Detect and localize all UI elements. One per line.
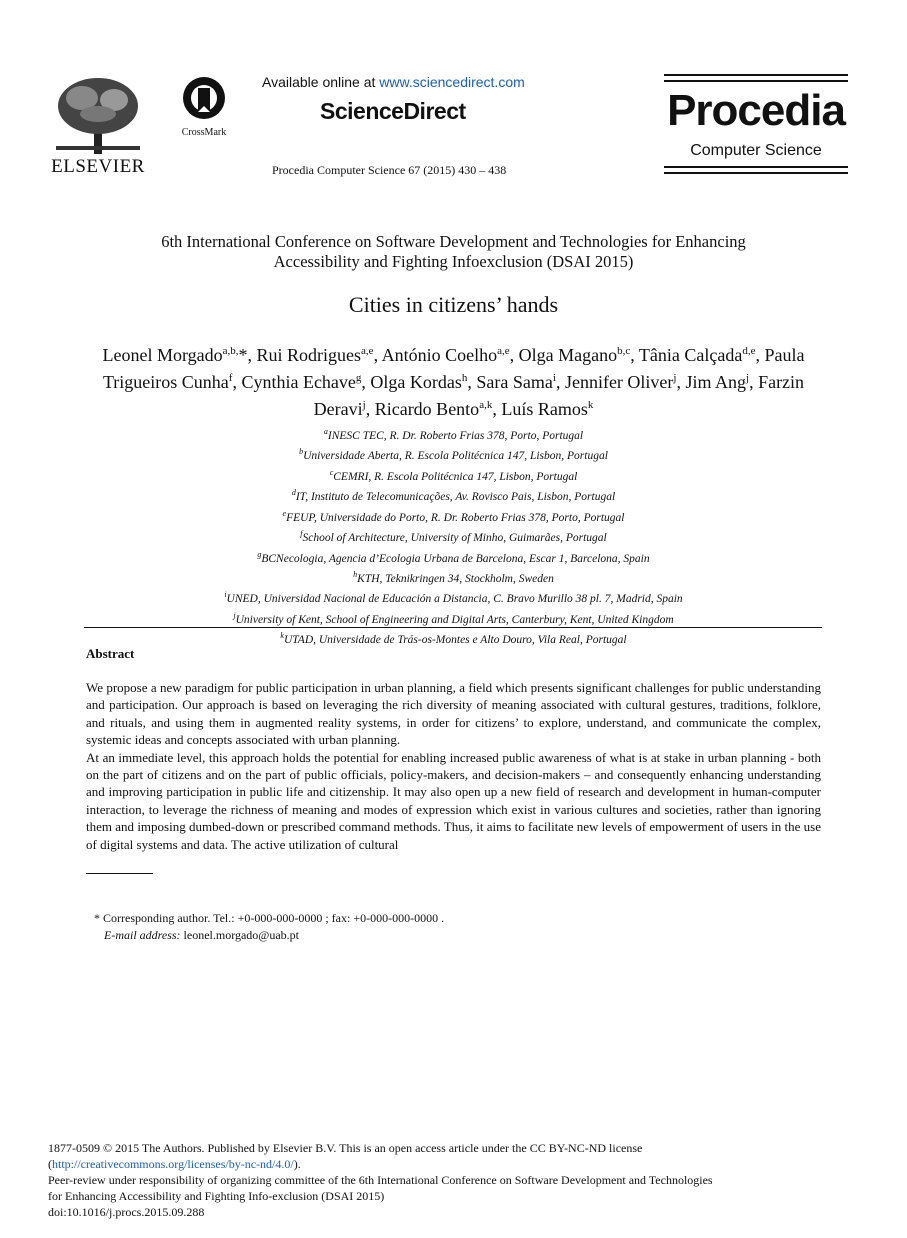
author: António Coelho$^{a,e}$,	[381, 345, 519, 365]
affiliation: $^g$BCNecologia, Agencia d’Ecologia Urbana de Barcelona, Escar 1, Barcelona, Spain	[257, 549, 650, 565]
author: Olga Magano$^{b,c}$,	[518, 345, 639, 365]
availability-line	[262, 74, 525, 90]
author: Cynthia Echave$^g$,	[241, 372, 371, 392]
procedia-title: Procedia	[667, 86, 845, 135]
affiliation: $^i$UNED, Universidad Nacional de Educación a Distancia, C. Bravo Murillo 38 pl. 7, Madrid, Spain	[224, 590, 683, 606]
email-label: E-mail address:	[104, 928, 181, 942]
author: Tânia Calçada$^{d,e}$,	[638, 345, 765, 365]
author-list	[90, 340, 817, 421]
sciencedirect-logo: ScienceDirect	[320, 98, 466, 124]
copyright-block	[48, 1140, 848, 1220]
affiliation: $^k$UTAD, Universidade de Trás-os-Montes e Alto Douro, Vila Real, Portugal	[280, 631, 627, 647]
abstract-body	[86, 679, 821, 853]
email-address[interactable]: leonel.morgado@uab.pt	[180, 928, 300, 942]
affiliation: $^b$Universidade Aberta, R. Escola Politécnica 147, Lisbon, Portugal	[299, 447, 608, 463]
availability-prefix: Available online at	[262, 74, 380, 90]
journal-reference: Procedia Computer Science 67 (2015) 430 – 438	[272, 163, 507, 177]
affiliation: $^j$University of Kent, School of Engineering and Digital Arts, Canterbury, Kent, United Kingdom	[233, 610, 674, 626]
abstract-paragraph-2: At an immediate level, this approach holds the potential for enabling increased public awareness of what is at stake in urban planning - both on the part of citizens and on the part of public officials, policy-makers, and decision-makers – and consequently enhancing understanding and improving participation in public life and citizenship. It may also open up a new field of research and development in human-computer interaction, to leverage the richness of meaning and modes of expression which exist in various cultures and societies, rather than ignoring them and imposing dumbed-down or prescribed command methods. Thus, it aims to facilitate new levels of empowerment of users in the use of digital systems and data. The active utilization of cultural	[86, 749, 821, 852]
corresponding-author-note: * Corresponding author. Tel.: +0-000-000-0000 ; fax: +0-000-000-0000 .	[94, 911, 445, 925]
conference-name	[60, 232, 847, 272]
peer-review-line-2: for Enhancing Accessibility and Fighting Info-exclusion (DSAI 2015)	[48, 1189, 385, 1203]
crossmark-label: CrossMark	[181, 127, 227, 138]
author: Ricardo Bento$^{a,k}$,	[374, 399, 502, 419]
affiliation: $^d$IT, Instituto de Telecomunicações, Av. Rovisco Pais, Lisbon, Portugal	[291, 488, 616, 504]
abstract-divider	[84, 627, 822, 628]
footnote-divider	[86, 873, 153, 874]
author: Leonel Morgado$^{a,b,}$*,	[102, 345, 257, 365]
affiliation: $^c$CEMRI, R. Escola Politécnica 147, Lisbon, Portugal	[329, 467, 578, 483]
crossmark-icon	[181, 76, 227, 120]
sciencedirect-link[interactable]: www.sciencedirect.com	[379, 74, 525, 90]
peer-review-line-1: Peer-review under responsibility of organizing committee of the 6th International Conference on Software Development and Technologies	[48, 1173, 713, 1187]
author: Jim Ang$^j$,	[685, 372, 759, 392]
conference-line-1: 6th International Conference on Software Development and Technologies for Enhancing	[161, 232, 746, 251]
author: Farzin Deravi$^j$,	[313, 372, 805, 419]
affiliation: $^a$INESC TEC, R. Dr. Roberto Frias 378, Porto, Portugal	[323, 427, 584, 442]
copyright-line: 1877-0509 © 2015 The Authors. Published by Elsevier B.V. This is an open access article under the CC BY-NC-ND license	[48, 1141, 643, 1155]
author: Jennifer Oliver$^j$,	[564, 372, 686, 392]
abstract-heading: Abstract	[86, 646, 135, 661]
elsevier-tree-logo	[52, 76, 144, 156]
affiliation: $^h$KTH, Teknikringen 34, Stockholm, Sweden	[353, 569, 554, 585]
author: Paula Trigueiros Cunha$^f$,	[102, 345, 805, 392]
publisher-name: ELSEVIER	[51, 156, 145, 177]
procedia-logo	[664, 74, 848, 174]
procedia-bottom-rule	[664, 166, 848, 168]
procedia-subtitle: Computer Science	[690, 142, 822, 159]
author: Sara Sama$^i$,	[476, 372, 565, 392]
license-line: (http://creativecommons.org/licenses/by-nc-nd/4.0/).	[48, 1157, 301, 1171]
author: Olga Kordas$^h$,	[370, 372, 477, 392]
procedia-top-rule	[664, 74, 848, 76]
affiliation-list	[100, 424, 807, 649]
email-line	[104, 928, 299, 943]
conference-line-2: Accessibility and Fighting Infoexclusion (DSAI 2015)	[273, 252, 634, 271]
paper-title: Cities in citizens’ hands	[348, 292, 559, 317]
abstract-paragraph-1: We propose a new paradigm for public participation in urban planning, a field which presents significant challenges for public understanding and participation. Our approach is based on leveraging the rich diversity of meaning associated with cultural gestures, traditions, folklore, and rituals, and using them in augmented reality systems, in order for citizens’ to explore, understand, and communicate the complex, systemic ideas and concepts associated with urban planning.	[86, 680, 821, 748]
doi[interactable]: doi:10.1016/j.procs.2015.09.288	[48, 1205, 205, 1219]
author: Luís Ramos$^k$	[501, 399, 594, 419]
procedia-bottom-rule-2	[664, 172, 848, 174]
author: Rui Rodrigues$^{a,e}$,	[256, 345, 382, 365]
procedia-top-rule-2	[664, 80, 848, 82]
license-link[interactable]: http://creativecommons.org/licenses/by-nc-nd/4.0/	[52, 1157, 294, 1171]
crossmark-badge[interactable]	[178, 76, 230, 138]
affiliation: $^e$FEUP, Universidade do Porto, R. Dr. Roberto Frias 378, Porto, Portugal	[282, 508, 625, 524]
affiliation: $^f$School of Architecture, University of Minho, Guimarães, Portugal	[300, 529, 607, 544]
